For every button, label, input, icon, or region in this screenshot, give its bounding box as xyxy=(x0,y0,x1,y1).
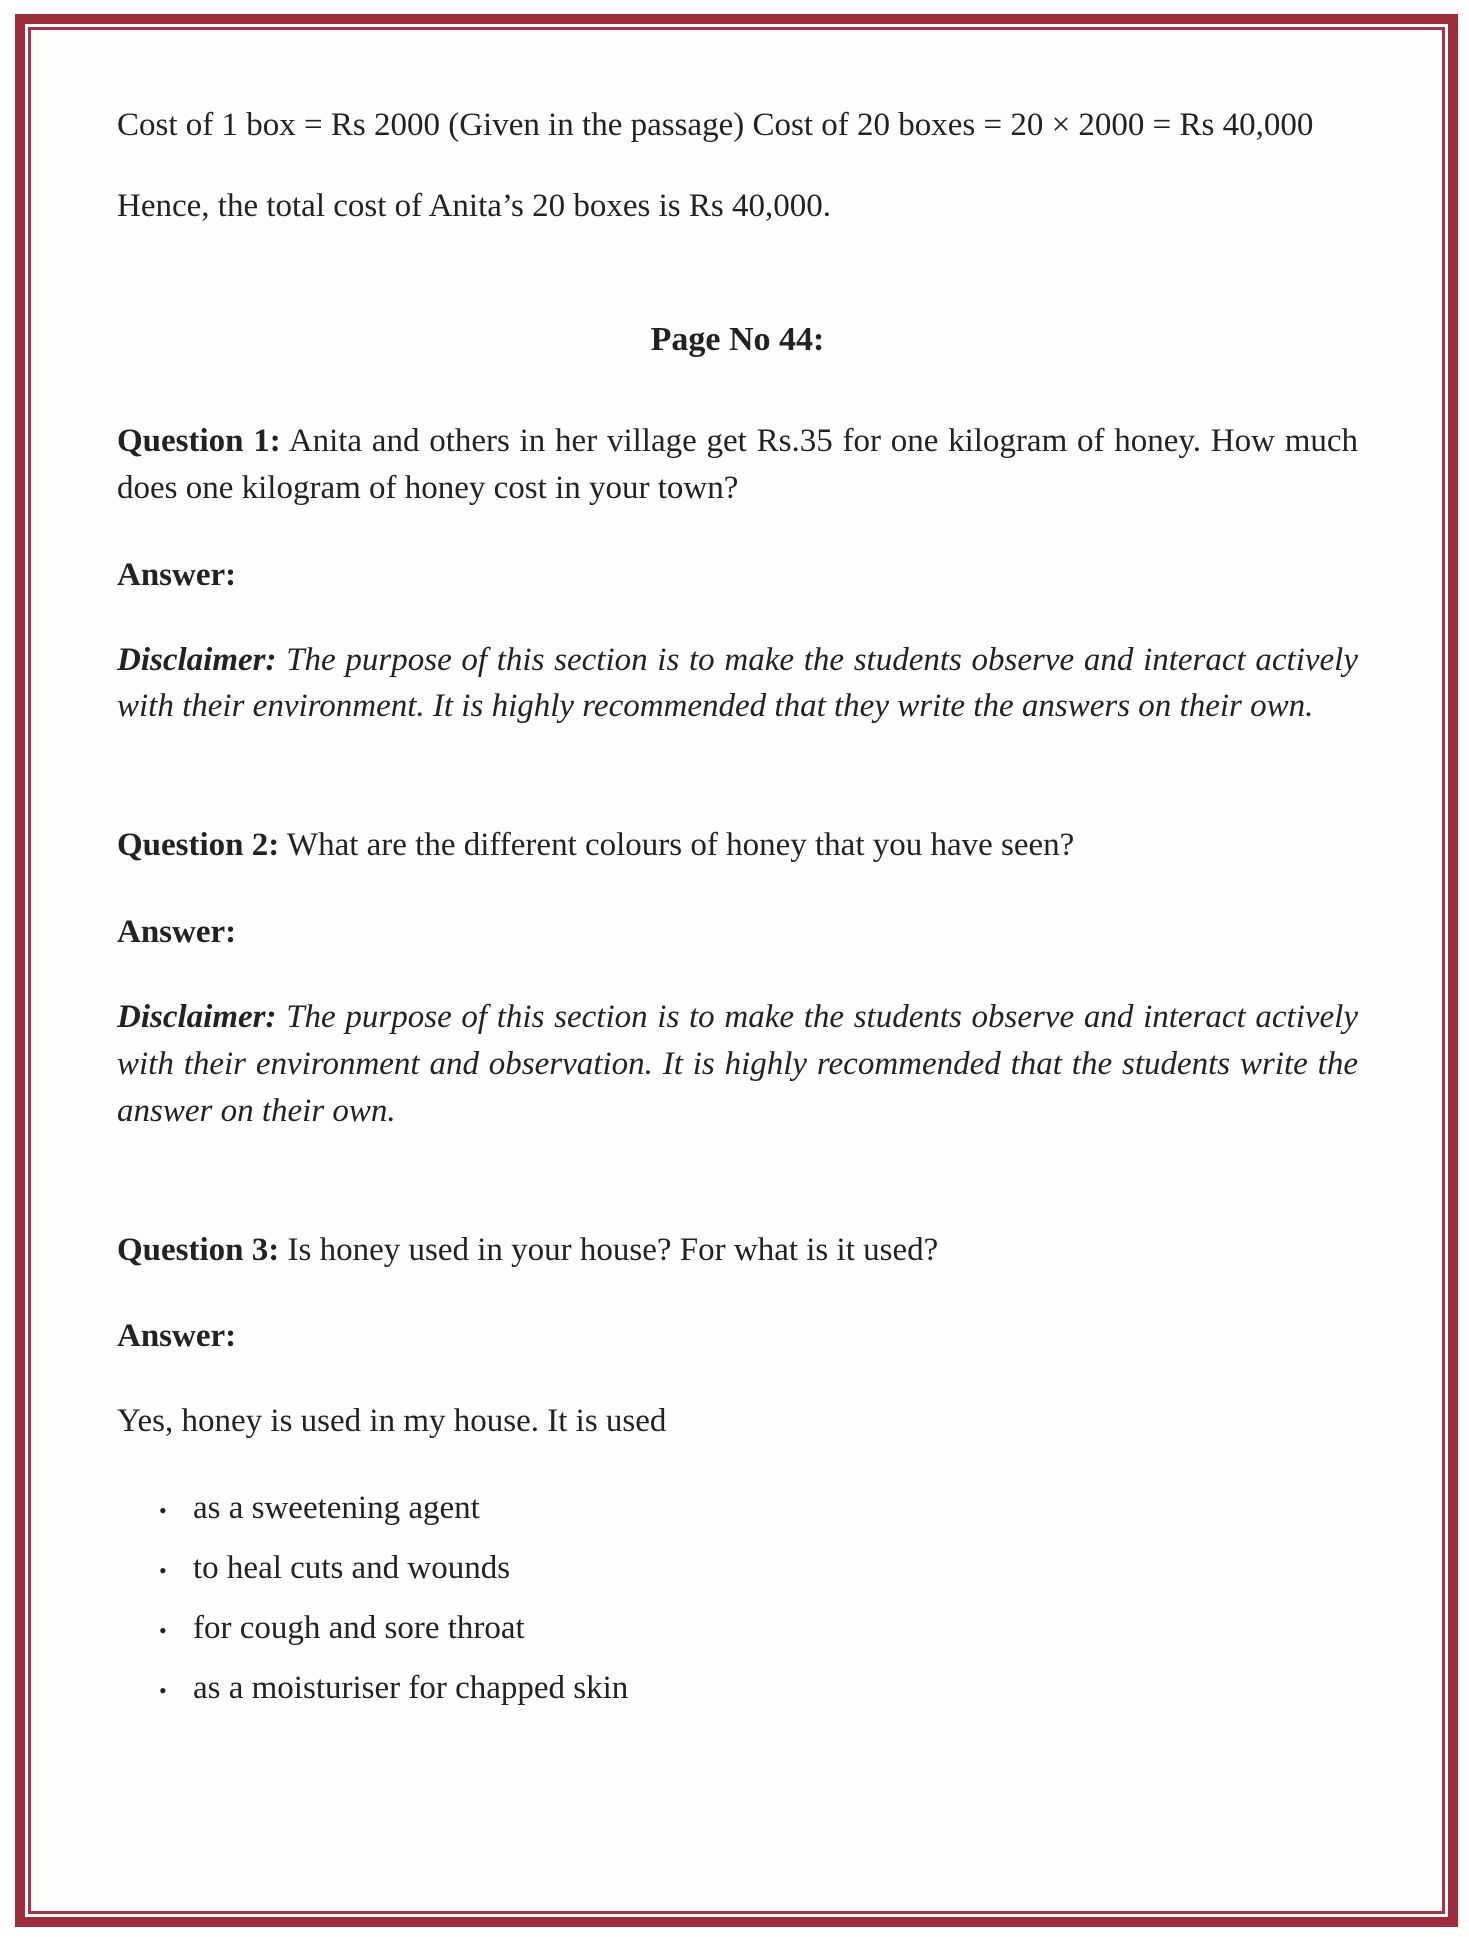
bullet-icon: • xyxy=(159,1678,167,1704)
question-2-label: Question 2: xyxy=(117,827,280,864)
list-item-text: as a sweetening agent xyxy=(193,1490,480,1527)
honey-uses-list xyxy=(117,1485,1358,1714)
list-item-text: for cough and sore throat xyxy=(193,1610,525,1647)
disclaimer-2-text: The purpose of this section is to make the students observe and interact actively with their environment and observation. It is highly recommended that the students write the answer on their own. xyxy=(117,999,1358,1129)
bullet-icon: • xyxy=(159,1618,167,1644)
answer-3-intro: Yes, honey is used in my house. It is used xyxy=(117,1403,667,1440)
question-2-block xyxy=(117,822,1358,1134)
question-1-block xyxy=(117,418,1358,730)
question-1 xyxy=(117,418,1358,512)
page-inner-border xyxy=(28,27,1445,1914)
page-outer-border xyxy=(15,14,1458,1927)
question-3-block xyxy=(117,1227,1358,1715)
answer-3-label: Answer: xyxy=(117,1318,237,1355)
list-item xyxy=(159,1545,1358,1594)
solution-cost-line: Cost of 1 box = Rs 2000 (Given in the passage) Cost of 20 boxes = 20 × 2000 = Rs 40,000 xyxy=(117,107,1314,143)
disclaimer-1-label: Disclaimer: xyxy=(117,641,277,678)
solution-hence-line: Hence, the total cost of Anita’s 20 boxes is Rs 40,000. xyxy=(117,187,831,224)
answer-2-label: Answer: xyxy=(117,914,237,951)
list-item xyxy=(159,1665,1358,1714)
disclaimer-1 xyxy=(117,637,1358,731)
disclaimer-2-label: Disclaimer: xyxy=(117,999,277,1035)
question-1-text: Anita and others in her village get Rs.35 for one kilogram of honey. How much does one kilogram of honey cost in your town? xyxy=(117,422,1359,506)
bullet-icon: • xyxy=(159,1498,167,1524)
disclaimer-1-text: The purpose of this section is to make the students observe and interact actively with their environment. It is highly recommended that they write the answers on their own. xyxy=(117,641,1358,725)
question-1-label: Question 1: xyxy=(117,422,281,459)
disclaimer-2 xyxy=(117,994,1358,1135)
question-3 xyxy=(117,1227,1358,1274)
question-2-text: What are the different colours of honey that you have seen? xyxy=(286,827,1075,864)
question-3-text: Is honey used in your house? For what is it used? xyxy=(287,1231,939,1268)
bullet-icon: • xyxy=(159,1558,167,1584)
answer-1-label: Answer: xyxy=(117,556,237,593)
question-3-label: Question 3: xyxy=(117,1231,280,1268)
list-item-text: as a moisturiser for chapped skin xyxy=(193,1670,629,1707)
document-page xyxy=(31,30,1442,1714)
question-2 xyxy=(117,822,1358,869)
list-item xyxy=(159,1605,1358,1654)
list-item-text: to heal cuts and wounds xyxy=(193,1550,511,1587)
list-item xyxy=(159,1485,1358,1534)
page-number-heading: Page No 44: xyxy=(650,320,825,358)
